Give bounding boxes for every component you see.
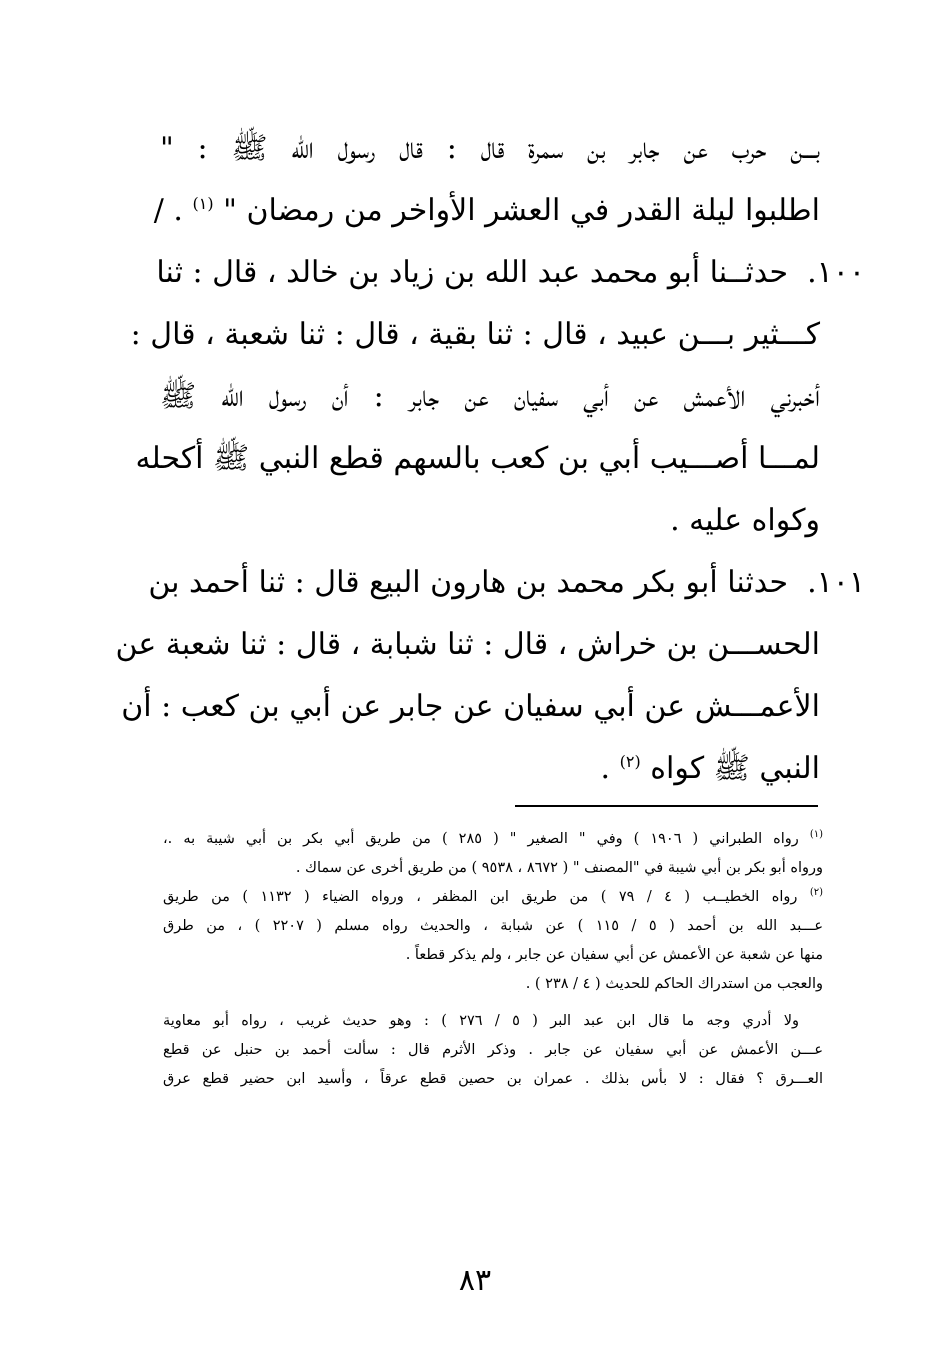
text-line: وكواه عليه . [670, 503, 820, 538]
footnote-line: ورواه أبو بكر بن أبي شيبة في "المصنف " ( ٨٦٧٢ ، ٩٥٣٨ ) من طريق أخرى عن سماك . [295, 860, 823, 876]
footnote-line: عـــبد الله بن أحمد ( ٥ / ١١٥ ) عن شبابة ، والحديث رواه مسلم ( ٢٢٠٧ ) ، من طرق [163, 918, 823, 934]
text-line: كـــثير بـــن عبيد ، قال : ثنا بقية ، قال : ثنا شعبة ، قال : [130, 317, 820, 352]
footnote-line: $^{(٢)}$ رواه الخطيــب ( ٤ / ٧٩ ) من طريق ابن المظفر ، ورواه الضياء ( ١١٣٢ ) من طريق [163, 887, 823, 905]
footnote-marker-1: (١) [809, 829, 824, 841]
main-text [115, 118, 865, 800]
text-line: اطلبوا ليلة القدر في العشر الأواخر من رمضان " $^{(١)}$ . / [153, 193, 820, 228]
text-line: لمـــا أصـــيب أبي بن كعب بالسهم قطع النبي ﷺ أكحله [135, 441, 820, 476]
footnote-separator [515, 805, 818, 807]
footnote-line: $^{(١)}$ رواه الطبراني ( ١٩٠٦ ) وفي " الصغير " ( ٢٨٥ ) من طريق أبي بكر بن أبي شيبة به .، [163, 829, 824, 847]
footnote-line: ولا أدري وجه ما قال ابن عبد البر ( ٥ / ٢٧٦ ) : وهو حديث غريب ، رواه أبو معاوية [163, 1013, 799, 1029]
footnotes [163, 825, 823, 1094]
footnote-marker-2: (٢) [809, 887, 823, 899]
hadith-100-first-line: ١٠٠. حدثــنا أبو محمد عبد الله بن زياد بن خالد ، قال : ثنا [156, 255, 865, 290]
text-line: أخبرني الأعمش عن أبي سفيان عن جابر : أن رسول الله ﷺ [160, 379, 820, 414]
footnote-line: العـــرق ؟ فقال : لا بأس بذلك . عمران بن حصين قطع عرقاً ، وأسيد ابن حضير قطع عرق [163, 1071, 823, 1087]
footnote-line: منها عن شعبة عن الأعمش عن أبي سفيان عن جابر ، ولم يذكر قطعاً . [405, 947, 823, 963]
text-line: النبي ﷺ كواه $^{(٢)}$ . [600, 751, 820, 786]
text-line: بـــن حرب عن جابر بن سمرة قال : قال رسول الله ﷺ : " [160, 131, 820, 166]
footnote-line: والعجب من استدراك الحاكم للحديث ( ٤ / ٢٣٨ ) . [525, 976, 823, 992]
text-line: الحســـن بن خراش ، قال : ثنا شبابة ، قال : ثنا شعبة عن [115, 627, 820, 662]
text-line: الأعمـــش عن أبي سفيان عن جابر عن أبي بن كعب : أن [121, 689, 820, 724]
footnote-line: عـــن الأعمش عن أبي سفيان عن جابر . وذكر الأثرم قال : سألت أحمد بن حنبل عن قطع [163, 1042, 823, 1058]
hadith-number-101: ١٠١. [807, 565, 865, 600]
hadith-number-100: ١٠٠. [807, 255, 865, 290]
footnote-ref-2: (٢) [619, 752, 641, 771]
page-number: ٨٣ [458, 1263, 492, 1298]
footnote-ref-1: (١) [192, 194, 214, 213]
hadith-101-first-line: ١٠١. حدثنا أبو بكر محمد بن هارون البيع قال : ثنا أحمد بن [148, 565, 865, 600]
